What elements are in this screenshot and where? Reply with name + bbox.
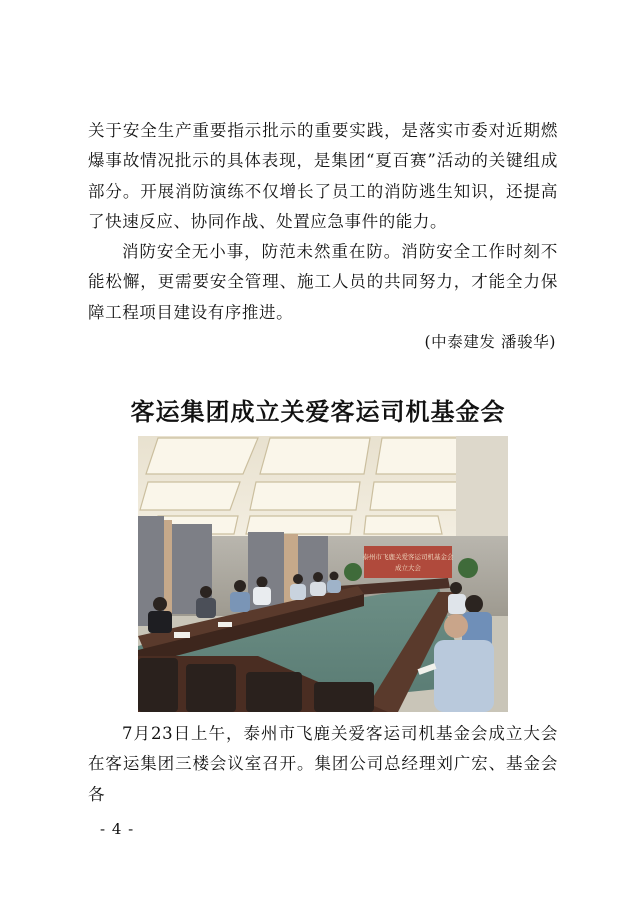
screen-text-line-1: 泰州市飞鹿关爱客运司机基金会 — [362, 553, 454, 561]
article-tail-paragraph-1: 关于安全生产重要指示批示的重要实践，是落实市委对近期燃爆事故情况批示的具体表现，是集团“夏百赛”活动的关键组成部分。开展消防演练不仅增长了员工的消防逃生知识，还提高了快速反应、协同作战、处置应急事件的能力。 — [88, 121, 558, 231]
author-signature: (中泰建发 潘骏华) — [424, 333, 556, 351]
article-tail-paragraph-2: 消防安全无小事，防范未然重在防。消防安全工作时刻不能松懈，更需要安全管理、施工人员的共同努力，才能全力保障工程项目建设有序推进。 — [88, 242, 558, 322]
page-number: - 4 - — [100, 820, 135, 838]
article-headline: 客运集团成立关爱客运司机基金会 — [130, 397, 506, 426]
meeting-photo — [138, 436, 508, 712]
article-paragraph-1: 7月23日上午，泰州市飞鹿关爱客运司机基金会成立大会在客运集团三楼会议室召开。集团公司总经理刘广宏、基金会各 — [88, 724, 558, 804]
screen-text-line-2: 成立大会 — [395, 564, 421, 572]
